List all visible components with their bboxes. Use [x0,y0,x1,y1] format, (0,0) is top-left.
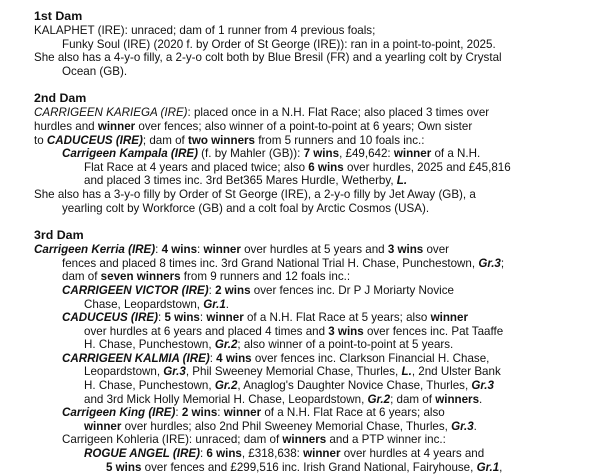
second-dam-heading: 2nd Dam [34,91,87,106]
first-dam-also-line: She also has a 4-y-o filly, a 2-y-o colt both by Blue Bresil (FR) and a yearling colt by Crystal [34,51,502,65]
progeny-entry: Carrigeen Kohleria (IRE): unraced; dam of winners and a PTP winner inc.: [62,433,446,447]
progeny-entry-cont: and 3rd Mick Holly Memorial H. Chase, Leopardstown, Gr.2; dam of winners. [84,392,483,406]
progeny-entry-cont: over hurdles at 6 years and placed 4 times and 3 wins over fences inc. Pat Taaffe [84,324,504,338]
third-dam-line: Carrigeen Kerria (IRE): 4 wins: winner over hurdles at 5 years and 3 wins over [34,243,450,257]
second-dam-line: hurdles and winner over fences; also winner of a point-to-point at 6 years; Own sister [34,119,473,133]
progeny-entry-cont: and placed 3 times inc. 3rd Bet365 Mares Hurdle, Wetherby, L. [84,174,408,188]
second-dam-also-line: She also has a 3-y-o filly by Order of St George (IRE), a 2-y-o filly by Jet Away (GB), a [34,187,476,201]
progeny-entry: CARRIGEEN VICTOR (IRE): 2 wins over fences inc. Dr P J Moriarty Novice [62,283,454,297]
first-dam-section [0,9,600,78]
second-dam-line: to CADUCEUS (IRE); dam of two winners from 5 runners and 10 foals inc.: [34,133,425,147]
third-dam-heading: 3rd Dam [34,228,84,243]
first-dam-heading: 1st Dam [34,9,83,23]
progeny-entry-cont: winner over hurdles; also 2nd Phil Sweeney Memorial Chase, Thurles, Gr.3. [84,419,477,433]
progeny-entry-cont: H. Chase, Punchestown, Gr.2; also winner of a point-to-point at 5 years. [84,338,454,352]
progeny-entry-cont: Chase, Leopardstown, Gr.1. [84,297,230,311]
progeny-entry: CADUCEUS (IRE): 5 wins: winner of a N.H. Flat Race at 5 years; also winner [62,311,468,325]
third-dam-line-cont: dam of seven winners from 9 runners and 12 foals inc.: [62,270,351,284]
progeny-entry-cont: Flat Race at 4 years and placed twice; also 6 wins over hurdles, 2025 and £45,816 [84,160,511,174]
progeny-entry: Carrigeen King (IRE): 2 wins: winner of a N.H. Flat Race at 6 years; also [62,406,445,420]
progeny-entry-cont: Leopardstown, Gr.3, Phil Sweeney Memorial Chase, Thurles, L., 2nd Ulster Bank [84,365,501,379]
grand-progeny-entry-cont: 5 wins over fences and £299,516 inc. Irish Grand National, Fairyhouse, Gr.1, [106,460,503,474]
first-dam-foal-line: Funky Soul (IRE) (2020 f. by Order of St George (IRE)): ran in a point-to-point, 2025. [62,37,496,51]
second-dam-also-line-cont: yearling colt by Workforce (GB) and a colt foal by Arctic Cosmos (USA). [62,201,430,215]
first-dam-also-line-cont: Ocean (GB). [62,64,128,78]
first-dam-line: KALAPHET (IRE): unraced; dam of 1 runner from 4 previous foals; [34,24,376,37]
third-dam-line-cont: fences and placed 8 times inc. 3rd Grand National Trial H. Chase, Punchestown, Gr.3; [62,256,505,270]
progeny-entry: CARRIGEEN KALMIA (IRE): 4 wins over fences inc. Clarkson Financial H. Chase, [62,351,490,365]
third-dam-section [0,228,600,474]
progeny-entry: Carrigeen Kampala (IRE) (f. by Mahler (GB)): 7 wins, £49,642: winner of a N.H. [62,147,481,161]
progeny-entry-cont: H. Chase, Punchestown, Gr.2, Anaglog's Daughter Novice Chase, Thurles, Gr.3 [84,379,494,393]
grand-progeny-entry: ROGUE ANGEL (IRE): 6 wins, £318,638: winner over hurdles at 4 years and [84,447,485,461]
second-dam-section [0,91,600,215]
second-dam-line: CARRIGEEN KARIEGA (IRE): placed once in a N.H. Flat Race; also placed 3 times over [34,106,490,120]
